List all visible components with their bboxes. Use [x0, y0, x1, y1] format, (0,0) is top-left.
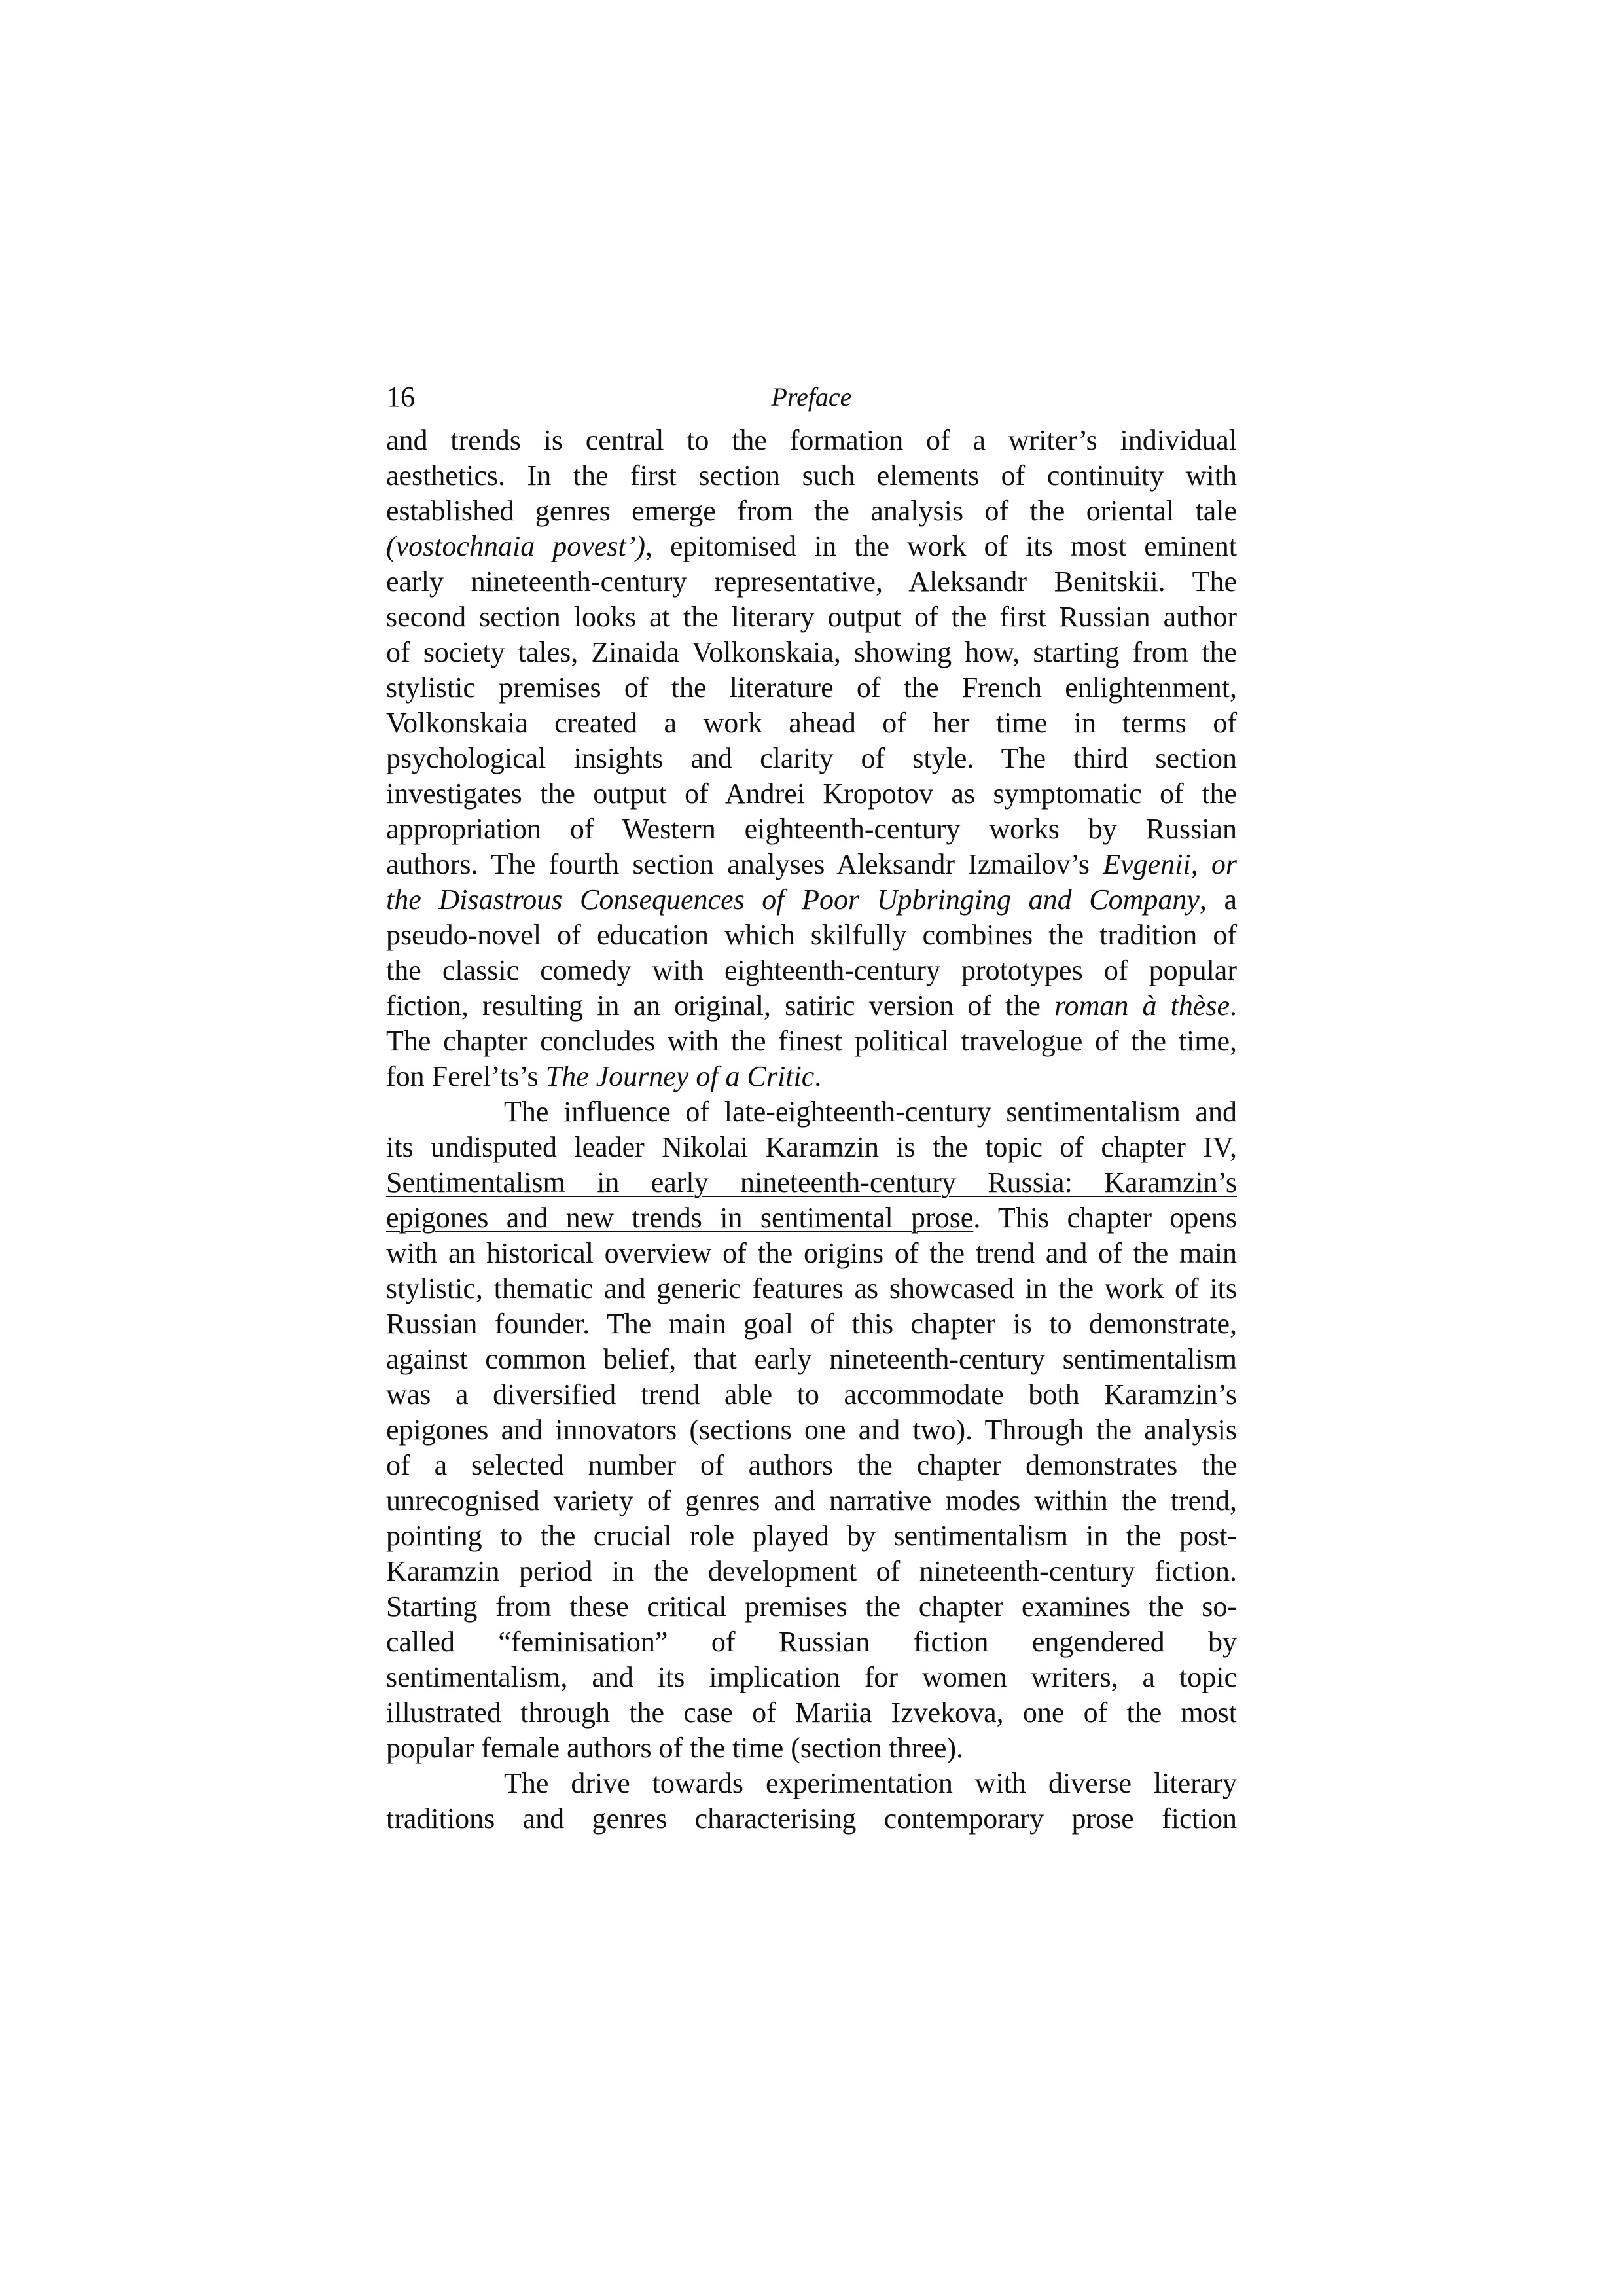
text-line [386, 1801, 1237, 1837]
italic-text: (vostochnaia povest’) [386, 530, 645, 562]
text-run: pseudo-novel of education which skilfully combines the tradition of [386, 919, 1237, 951]
text-run: and trends is central to the formation of a writer’s individual [386, 424, 1237, 456]
text-run: aesthetics. In the first section such elements of continuity with [386, 459, 1237, 492]
text-line [386, 1766, 1237, 1801]
text-run: The influence of late-eighteenth-century sentimentalism and [504, 1096, 1237, 1128]
text-run: stylistic premises of the literature of the French enlightenment, [386, 672, 1237, 704]
text-run: sentimentalism, and its implication for women writers, a topic [386, 1661, 1237, 1693]
text-run: fon Ferel’ts’s [386, 1060, 546, 1092]
text-line [386, 423, 1237, 458]
text-run: unrecognised variety of genres and narrative modes within the trend, [386, 1484, 1237, 1516]
text-line [386, 529, 1237, 564]
text-line [386, 988, 1237, 1024]
text-run: of a selected number of authors the chapter demonstrates the [386, 1449, 1237, 1481]
paragraph [386, 1094, 1237, 1766]
text-run: with an historical overview of the origins of the trend and of the main [386, 1237, 1237, 1269]
text-line [386, 1554, 1237, 1589]
text-run: stylistic, thematic and generic features as showcased in the work of its [386, 1272, 1237, 1304]
text-line [386, 1412, 1237, 1448]
text-run: investigates the output of Andrei Kropotov as symptomatic of the [386, 778, 1237, 810]
text-line [386, 493, 1237, 529]
text-line [386, 1377, 1237, 1412]
italic-text: Evgenii, or [1103, 848, 1237, 880]
text-line [386, 953, 1237, 988]
text-run: . This chapter opens [973, 1202, 1237, 1234]
text-run: of society tales, Zinaida Volkonskaia, showing how, starting from the [386, 636, 1237, 668]
text-run: , epitomised in the work of its most eminent [645, 530, 1238, 562]
text-line [386, 1165, 1237, 1200]
text-line [386, 635, 1237, 670]
text-run: its undisputed leader Nikolai Karamzin is the topic of chapter IV, [386, 1131, 1237, 1163]
text-line [386, 1130, 1237, 1165]
text-block [386, 380, 1237, 1837]
paragraph [386, 1766, 1237, 1837]
text-line [386, 812, 1237, 847]
text-run: established genres emerge from the analysis of the oriental tale [386, 495, 1237, 527]
italic-text: The Journey of a Critic [545, 1060, 815, 1092]
text-line [386, 918, 1237, 953]
text-line [386, 1518, 1237, 1554]
text-line [386, 1660, 1237, 1695]
text-line [386, 1731, 1237, 1766]
text-run: Starting from these critical premises the chapter examines the so- [386, 1590, 1237, 1623]
italic-text: the Disastrous Consequences of Poor Upbringing and Company [386, 884, 1200, 916]
text-line [386, 1094, 1237, 1130]
text-line [386, 1624, 1237, 1660]
text-run: early nineteenth-century representative, Aleksandr Benitskii. The [386, 565, 1237, 598]
text-run: appropriation of Western eighteenth-century works by Russian [386, 813, 1237, 845]
text-run: traditions and genres characterising contemporary prose fiction [386, 1803, 1237, 1835]
text-line [386, 458, 1237, 493]
page-number: 16 [386, 381, 415, 413]
text-line [386, 1024, 1237, 1059]
text-run: the classic comedy with eighteenth-century prototypes of popular [386, 954, 1237, 986]
running-title: Preface [771, 382, 852, 412]
text-run: , a [1199, 884, 1237, 916]
underlined-text: Sentimentalism in early nineteenth-century Russia: Karamzin’s [386, 1166, 1237, 1198]
text-line [386, 1483, 1237, 1518]
text-line [386, 847, 1237, 882]
text-run: was a diversified trend able to accommodate both Karamzin’s [386, 1378, 1237, 1410]
text-line [386, 564, 1237, 600]
text-run: . [1230, 990, 1238, 1022]
text-line [386, 1448, 1237, 1483]
text-line [386, 1695, 1237, 1731]
text-line [386, 600, 1237, 635]
text-line [386, 1306, 1237, 1342]
text-run: illustrated through the case of Mariia Izvekova, one of the most [386, 1696, 1237, 1729]
text-run: popular female authors of the time (section three). [386, 1732, 964, 1764]
text-line [386, 1589, 1237, 1624]
text-run: pointing to the crucial role played by sentimentalism in the post- [386, 1520, 1237, 1552]
text-line [386, 670, 1237, 706]
running-head [386, 380, 1237, 423]
text-run: . [814, 1060, 822, 1092]
text-line [386, 1200, 1237, 1236]
text-run: Russian founder. The main goal of this chapter is to demonstrate, [386, 1308, 1237, 1340]
text-run: psychological insights and clarity of style. The third section [386, 742, 1237, 774]
text-run: epigones and innovators (sections one and two). Through the analysis [386, 1414, 1237, 1446]
text-line [386, 706, 1237, 741]
italic-text: roman à thèse [1054, 990, 1230, 1022]
text-line [386, 1059, 1237, 1094]
text-line [386, 1271, 1237, 1306]
text-run: fiction, resulting in an original, satiric version of the [386, 990, 1055, 1022]
text-run: authors. The fourth section analyses Aleksandr Izmailov’s [386, 848, 1103, 880]
text-run: against common belief, that early nineteenth-century sentimentalism [386, 1343, 1237, 1375]
text-run: The chapter concludes with the finest political travelogue of the time, [386, 1025, 1237, 1057]
paragraph [386, 423, 1237, 1094]
body-text [386, 423, 1237, 1837]
text-run: Volkonskaia created a work ahead of her time in terms of [386, 707, 1237, 739]
text-run: Karamzin period in the development of nineteenth-century fiction. [386, 1555, 1237, 1587]
text-line [386, 1342, 1237, 1377]
text-line [386, 1236, 1237, 1271]
text-line [386, 776, 1237, 812]
text-line [386, 882, 1237, 918]
text-run: called “feminisation” of Russian fiction engendered by [386, 1626, 1237, 1658]
text-line [386, 741, 1237, 776]
text-run: The drive towards experimentation with diverse literary [504, 1767, 1237, 1799]
text-run: second section looks at the literary output of the first Russian author [386, 601, 1237, 633]
underlined-text: epigones and new trends in sentimental prose [386, 1202, 974, 1234]
